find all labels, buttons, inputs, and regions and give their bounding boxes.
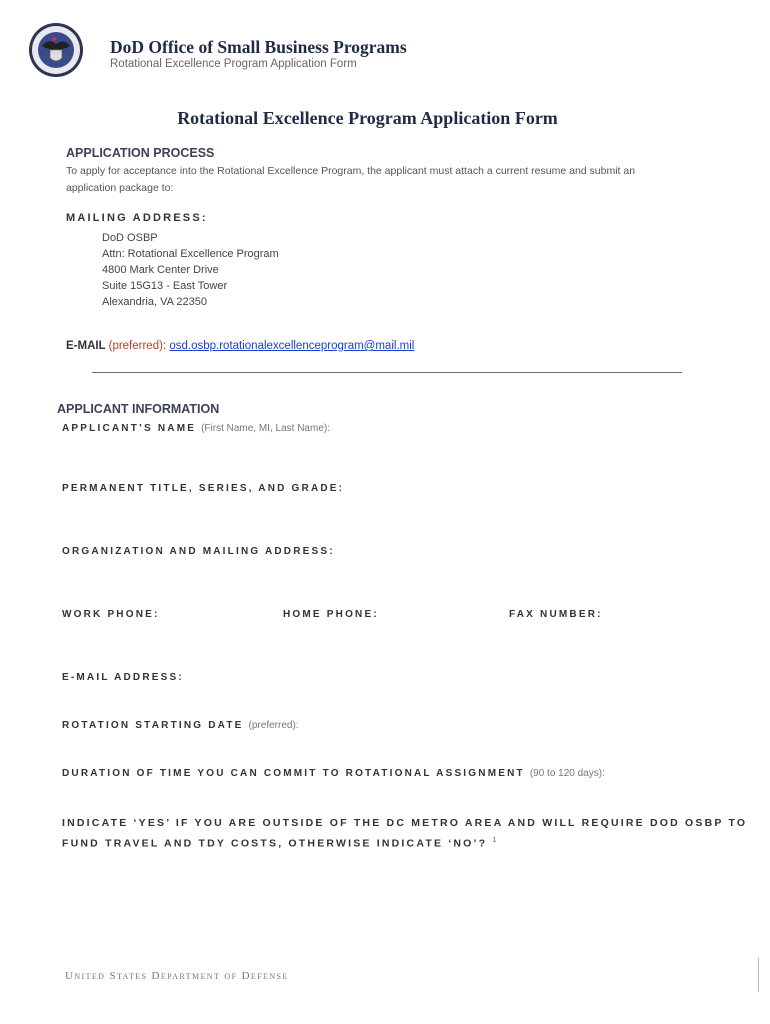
name-label-text: APPLICANT’S NAME [62, 423, 197, 434]
mailing-address [102, 230, 279, 310]
name-hint: (First Name, MI, Last Name): [201, 423, 330, 434]
duration-label-text: DURATION OF TIME YOU CAN COMMIT TO ROTATIONAL ASSIGNMENT [62, 768, 525, 779]
application-process-heading: APPLICATION PROCESS [66, 146, 215, 160]
address-line: Alexandria, VA 22350 [102, 296, 207, 308]
title-series-grade-field[interactable] [62, 502, 666, 520]
divider [92, 372, 682, 373]
email-link[interactable]: osd.osbp.rotationalexcellenceprogram@mail.mil [169, 340, 415, 352]
email-preferred: (preferred) [108, 340, 163, 352]
rotation-start-hint: (preferred): [248, 720, 299, 731]
name-label [62, 423, 330, 434]
title-series-grade-label: PERMANENT TITLE, SERIES, AND GRADE: [62, 483, 345, 494]
home-phone-label: HOME PHONE: [283, 609, 379, 620]
name-field[interactable] [62, 442, 666, 460]
email-address-label: E-MAIL ADDRESS: [62, 672, 184, 683]
footer-text: United States Department of Defense [65, 970, 289, 982]
dod-seal-logo [28, 22, 84, 78]
process-text-line: To apply for acceptance into the Rotational Excellence Program, the applicant must attach a current resume and submit an [66, 165, 636, 177]
duration-hint: (90 to 120 days): [529, 768, 605, 779]
fax-number-label: FAX NUMBER: [509, 609, 603, 620]
footnote-marker: 1 [492, 837, 499, 844]
email-label: E-MAIL [66, 340, 106, 352]
travel-question-line: INDICATE ‘YES’ IF YOU ARE OUTSIDE OF THE DC METRO AREA AND WILL REQUIRE DOD OSBP TO [62, 817, 748, 829]
travel-question-text: FUND TRAVEL AND TDY COSTS, OTHERWISE INDICATE ‘NO’? [62, 837, 488, 850]
organization-address-label: ORGANIZATION AND MAILING ADDRESS: [62, 546, 335, 557]
duration-field[interactable] [62, 786, 666, 804]
rotation-start-field[interactable] [62, 738, 666, 756]
address-line: Attn: Rotational Excellence Program [102, 248, 279, 260]
page-edge-mark [758, 958, 759, 992]
home-phone-field[interactable] [283, 628, 477, 646]
travel-answer-field[interactable] [62, 856, 666, 874]
fax-number-field[interactable] [509, 628, 703, 646]
applicant-info-heading: APPLICANT INFORMATION [57, 402, 220, 416]
address-line: 4800 Mark Center Drive [102, 264, 219, 276]
rotation-start-label [62, 720, 299, 731]
address-line: Suite 15G13 - East Tower [102, 280, 228, 292]
email-address-field[interactable] [62, 690, 666, 708]
application-process-text [66, 163, 635, 197]
work-phone-label: WORK PHONE: [62, 609, 160, 620]
page-title: Rotational Excellence Program Application Form [177, 108, 558, 128]
travel-question-line [62, 832, 747, 853]
email-contact [66, 340, 414, 352]
work-phone-field[interactable] [62, 628, 266, 646]
mailing-address-heading: MAILING ADDRESS: [66, 212, 208, 224]
email-colon: : [162, 340, 167, 352]
process-text-line: application package to: [66, 182, 174, 194]
org-name: DoD Office of Small Business Programs [110, 37, 407, 57]
organization-address-field[interactable] [62, 565, 666, 583]
address-line: DoD OSBP [102, 232, 158, 244]
header-subtitle: Rotational Excellence Program Application Form [110, 58, 357, 70]
duration-label [62, 768, 605, 779]
rotation-start-label-text: ROTATION STARTING DATE [62, 720, 244, 731]
travel-question [62, 815, 747, 853]
